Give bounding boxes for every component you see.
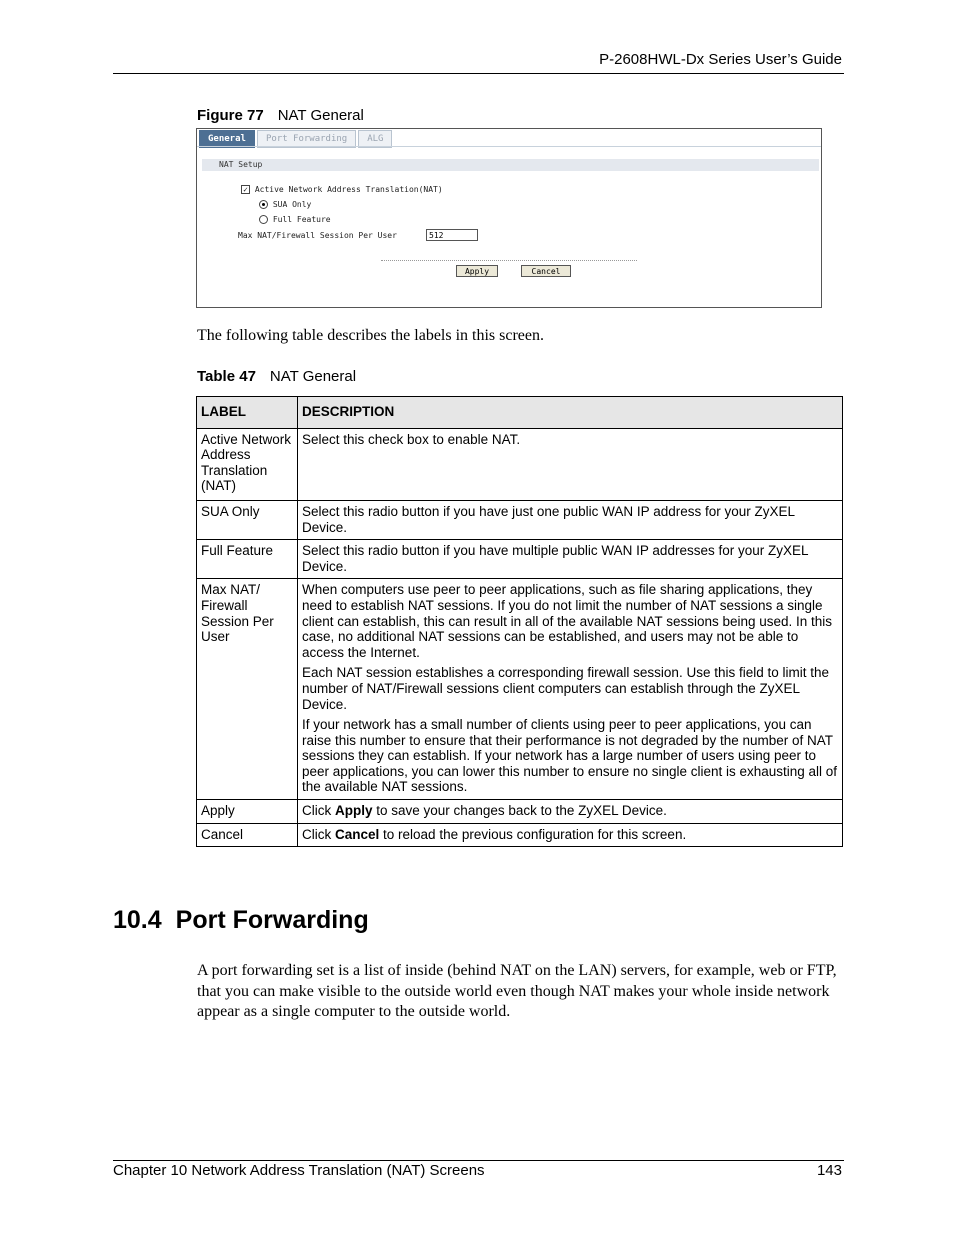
- running-header: P-2608HWL-Dx Series User’s Guide: [599, 51, 842, 68]
- description-text: Select this radio button if you have multiple public WAN IP addresses for your ZyXEL Device.: [302, 543, 808, 574]
- nat-general-table: [196, 396, 843, 847]
- description-header: DESCRIPTION: [298, 397, 843, 429]
- section-heading: [113, 906, 369, 935]
- table-title: NAT General: [269, 368, 357, 385]
- sua-only-label: SUA Only: [272, 200, 312, 209]
- tab-port-forwarding[interactable]: Port Forwarding: [257, 130, 356, 148]
- sua-only-radio[interactable]: [259, 200, 268, 209]
- description-text: Select this radio button if you have just one public WAN IP address for your ZyXEL Device.: [302, 503, 795, 535]
- footer-chapter: Chapter 10 Network Address Translation (NAT) Screens: [113, 1162, 485, 1179]
- full-feature-radio[interactable]: [259, 215, 268, 224]
- description-text: Click: [302, 826, 335, 842]
- apply-button[interactable]: Apply: [456, 265, 498, 277]
- figure-number: Figure 77: [197, 107, 264, 124]
- row-description: [298, 800, 843, 824]
- row-description: [298, 500, 843, 539]
- description-bold: Cancel: [335, 826, 380, 842]
- description-text: Select this check box to enable NAT.: [302, 431, 521, 447]
- description-text: Click: [302, 803, 335, 819]
- description-text: When computers use peer to peer applications, such as file sharing applications, they need to establish NAT sessions. If you do not limit the number of NAT sessions a single client can establish, this can result in all of the available NAT sessions being used. In this case, no additional NAT sessions can be established, and users may not be able to access the Internet.: [302, 582, 833, 660]
- description-text: to reload the previous configuration for this screen.: [379, 826, 687, 842]
- section-paragraph: A port forwarding set is a list of inside (behind NAT on the LAN) servers, for example, web or FTP, that you can make visible to the outside world even though NAT makes your whole inside network appear as a single computer to the outside world.: [197, 962, 837, 1020]
- figure-title: NAT General: [277, 107, 364, 124]
- nat-setup-title: NAT Setup: [219, 160, 263, 169]
- row-label: Cancel: [197, 823, 298, 847]
- table-header-row: [197, 397, 843, 429]
- footer-rule: [113, 1160, 844, 1161]
- full-feature-label: Full Feature: [272, 215, 331, 224]
- dotted-divider: [381, 260, 637, 261]
- row-label: Active Network Address Translation (NAT): [197, 428, 298, 500]
- header-rule: [113, 73, 844, 74]
- active-nat-checkbox[interactable]: ✓: [241, 185, 250, 194]
- tab-alg[interactable]: ALG: [358, 130, 392, 148]
- description-text: If your network has a small number of clients using peer to peer applications, you can raise this number to ensure that their performance is not degraded by the number of NAT sessions they can establish. If your network has a large number of users using peer to peer applications, you can lower this number to ensure no single client is exhausting all of the available NAT sessions.: [302, 717, 838, 795]
- row-label: SUA Only: [197, 500, 298, 539]
- active-nat-label: Active Network Address Translation(NAT): [254, 185, 443, 194]
- figure-caption: [197, 107, 364, 124]
- cancel-button[interactable]: Cancel: [521, 265, 571, 277]
- row-description: [298, 540, 843, 579]
- nat-setup-bar: [202, 159, 819, 171]
- table-row: [197, 823, 843, 847]
- table-row: [197, 428, 843, 500]
- row-label: Full Feature: [197, 540, 298, 579]
- nat-general-screenshot: [196, 128, 822, 308]
- tab-rule: [197, 146, 821, 147]
- description-text: to save your changes back to the ZyXEL Device.: [372, 803, 667, 819]
- description-bold: Apply: [335, 803, 373, 819]
- label-header: LABEL: [197, 397, 298, 429]
- full-feature-row: [259, 215, 331, 224]
- max-session-label: Max NAT/Firewall Session Per User: [238, 231, 397, 240]
- table-number: Table 47: [197, 368, 256, 385]
- description-text: Each NAT session establishes a corresponding firewall session. Use this field to limit the number of NAT/Firewall sessions client computers can establish through the ZyXEL Device.: [302, 665, 829, 712]
- section-title: Port Forwarding: [175, 906, 369, 934]
- table-caption: [197, 368, 356, 385]
- row-label: Max NAT/ Firewall Session Per User: [197, 579, 298, 800]
- table-row: [197, 540, 843, 579]
- table-row: [197, 800, 843, 824]
- row-description: [298, 823, 843, 847]
- row-description: [298, 428, 843, 500]
- page-number: 143: [816, 1162, 842, 1179]
- sua-only-row: [259, 200, 311, 209]
- table-row: [197, 500, 843, 539]
- row-label: Apply: [197, 800, 298, 824]
- table-row: [197, 579, 843, 800]
- row-description: [298, 579, 843, 800]
- max-session-input[interactable]: 512: [426, 229, 478, 241]
- active-nat-row: [241, 185, 443, 194]
- section-number: 10.4: [113, 906, 162, 934]
- tab-general[interactable]: General: [199, 130, 255, 148]
- intro-text: The following table describes the labels in this screen.: [197, 327, 545, 344]
